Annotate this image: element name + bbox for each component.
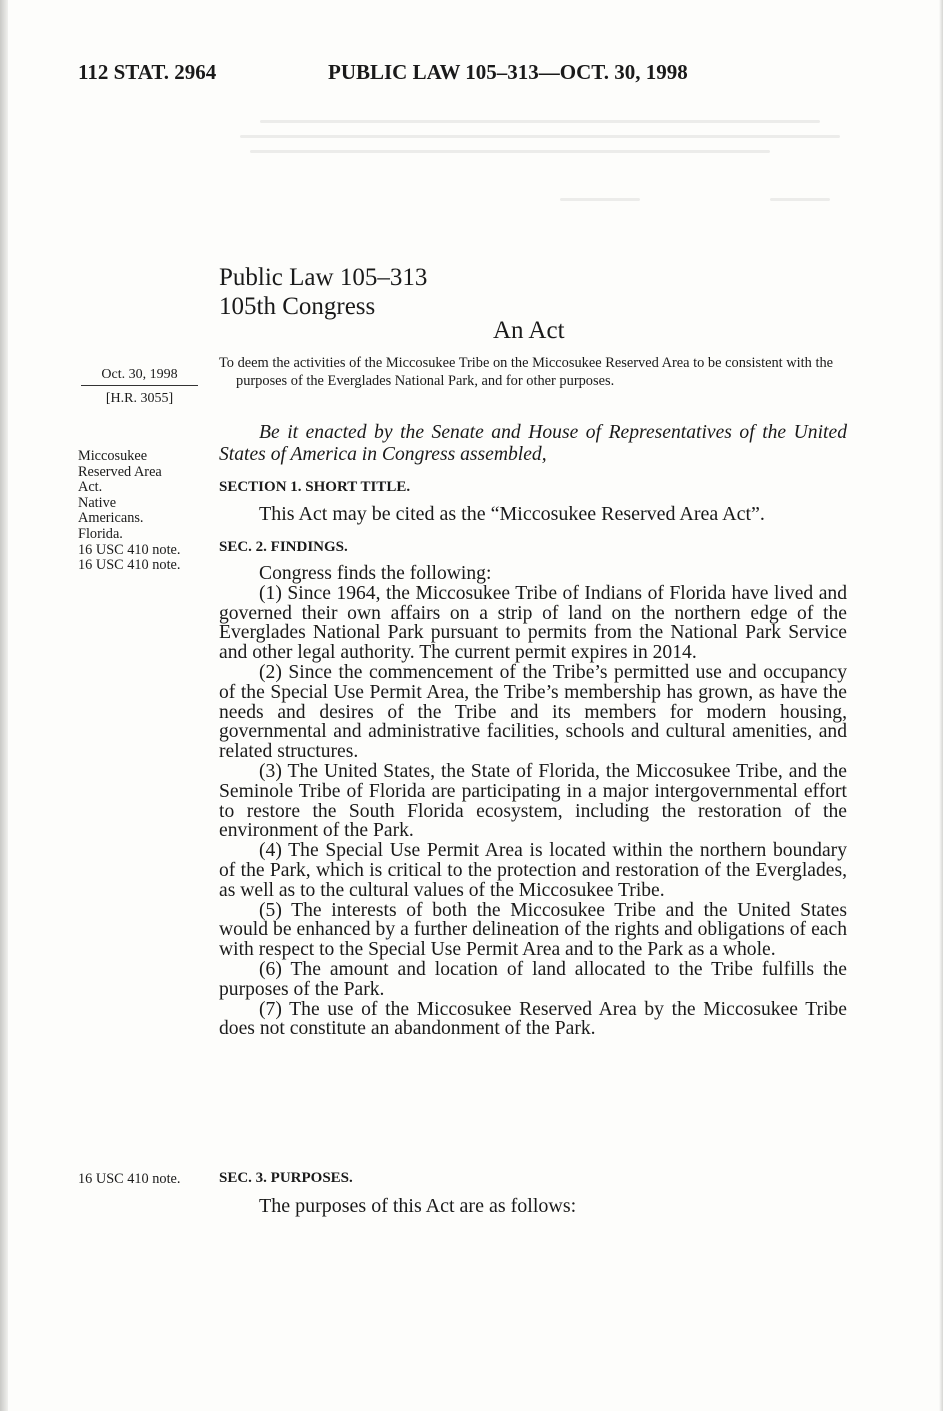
- section-3-margin-note: 16 USC 410 note.: [78, 1171, 181, 1187]
- page-edge-shadow: [0, 0, 8, 1411]
- finding-paragraph: (1) Since 1964, the Miccosukee Tribe of Indians of Florida have lived and governed their own affairs on a strip of land on the northern edge of the Everglades National Park pursuant to permits from the National Park Service and other legal authority. The current permit expires in 2014.: [219, 582, 847, 664]
- margin-note: Miccosukee: [78, 448, 148, 464]
- margin-note: Florida.: [78, 525, 123, 542]
- margin-note: Native: [78, 494, 117, 511]
- section-1-text: This Act may be cited as the “Miccosukee Reserved Area Act”.: [259, 503, 765, 525]
- title-block: [219, 263, 427, 321]
- section-3-heading: SEC. 3. PURPOSES.: [219, 1170, 353, 1186]
- margin-notes: [78, 449, 213, 574]
- enacting-clause: Be it enacted by the Senate and House of Representatives of the United States of America in Congress assembled,: [219, 422, 847, 465]
- bill-number: [H.R. 3055]: [105, 391, 174, 406]
- an-act-heading: An Act: [493, 317, 565, 344]
- finding-paragraph: (4) The Special Use Permit Area is located within the northern boundary of the Park, which is critical to the protection and restoration of the Everglades, as well as to the cultural values of the Miccosukee Tribe.: [219, 840, 847, 901]
- public-law-number: Public Law 105–313: [219, 264, 428, 291]
- page-edge-shadow-right: [939, 0, 943, 1411]
- finding-paragraph: (6) The amount and location of land allocated to the Tribe fulfills the purposes of the Park.: [219, 958, 847, 1000]
- finding-paragraph: (7) The use of the Miccosukee Reserved Area by the Miccosukee Tribe does not constitute an abandonment of the Park.: [219, 998, 847, 1040]
- section-1-heading: SECTION 1. SHORT TITLE.: [219, 479, 411, 495]
- findings-intro: Congress finds the following:: [259, 563, 492, 584]
- law-citation-header: PUBLIC LAW 105–313—OCT. 30, 1998: [328, 60, 688, 84]
- finding-paragraph: (2) Since the commencement of the Tribe’s permitted use and occupancy of the Special Use Permit Area, the Tribe’s membership has grown, as have the needs and desires of the Tribe and its members for modern housing, governmental and administrative facilities, schools and cultural amenities, and related structures.: [219, 661, 847, 763]
- enactment-date: Oct. 30, 1998: [81, 366, 198, 386]
- margin-note: Reserved Area: [78, 463, 162, 480]
- congress-number: 105th Congress: [219, 293, 376, 320]
- margin-note: 16 USC 410 note.: [78, 541, 181, 558]
- stat-page-number: 112 STAT. 2964: [78, 60, 217, 84]
- margin-note: Americans.: [78, 510, 144, 527]
- margin-date-block: [78, 366, 201, 407]
- long-title: To deem the activities of the Miccosukee Tribe on the Miccosukee Reserved Area to be consistent with the purposes of the Everglades National Park, and for other purposes.: [219, 355, 834, 389]
- finding-paragraph: (5) The interests of both the Miccosukee Tribe and the United States would be enhanced by a further delineation of the rights and obligations of each with respect to the Special Use Permit Area and to the Park as a whole.: [219, 899, 847, 961]
- margin-note: 16 USC 410 note.: [78, 557, 181, 574]
- margin-note: Act.: [78, 479, 103, 496]
- section-2-heading: SEC. 2. FINDINGS.: [219, 539, 348, 555]
- finding-paragraph: (3) The United States, the State of Florida, the Miccosukee Tribe, and the Seminole Tribe of Florida are participating in a major intergovernmental effort to restore the South Florida ecosystem, including the restoration of the environment of the Park.: [219, 760, 847, 842]
- findings-body: [219, 563, 847, 1040]
- section-3-text: The purposes of this Act are as follows:: [259, 1195, 577, 1217]
- running-header: [78, 60, 688, 85]
